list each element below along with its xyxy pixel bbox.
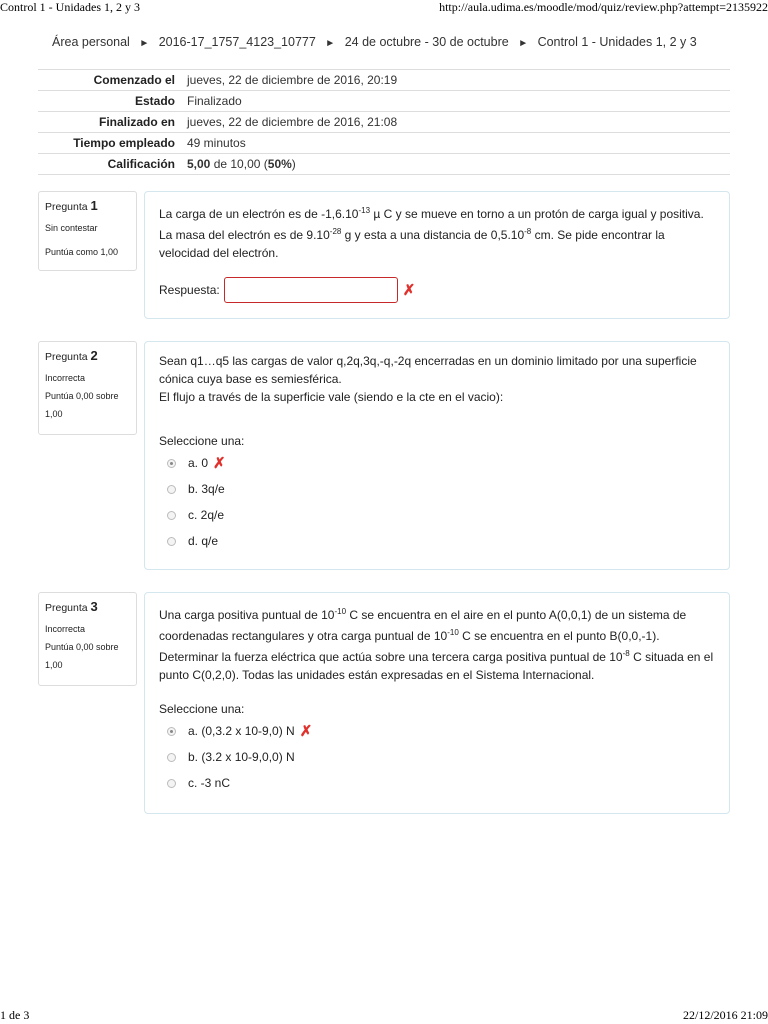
print-footer [0,1008,768,1024]
breadcrumb-item-course[interactable]: 2016-17_1757_4123_10777 [158,35,316,49]
print-page-number: 1 de 3 [0,1008,30,1022]
breadcrumb-item-quiz[interactable]: Control 1 - Unidades 1, 2 y 3 [537,35,697,49]
question-content-2 [144,341,730,570]
attempt-summary-table [38,69,730,175]
question-grade: Puntúa 0,00 sobre 1,00 [45,391,119,419]
grade-value: 5,00 [187,157,211,171]
question-text: Una carga positiva puntual de $10^{-10}$ C se encuentra en el aire en el punto A(0,0,1) de un sistema de coordenadas rectangulares y otra carga puntual de $10^{-10}$ C se encuentra en el punto B(0,0,-1). Determinar la fuerza eléctrica que actúa sobre una tercera carga positiva puntual de $10^{-8}$ C situada en el punto C(0,2,0). Todas las unidades están expresadas en el Sistema Internacional. [159,607,714,682]
grade-of: de 10,00 [213,157,261,171]
summary-row-time [38,133,730,154]
answer-option[interactable]: a. (0,3.2 x 10-9,0) N ✗ [159,718,715,744]
question-text-line: El flujo a través de la superficie vale (siendo e la cte en el vacio): [159,390,504,404]
print-datetime: 22/12/2016 21:09 [682,1008,768,1022]
question-content-1 [144,191,730,319]
summary-value: jueves, 22 de diciembre de 2016, 21:08 [181,112,730,133]
answer-option[interactable]: a. 0 ✗ [159,450,715,476]
breadcrumb-separator-icon: ► [518,38,529,49]
question-text-line: Sean q1…q5 las cargas de valor q,2q,3q,-q,-2q encerradas en un dominio limitado por una superficie cónica cuya base es semiesférica. [159,354,697,386]
question-number: Pregunta 3 [45,599,98,614]
question-grade: Puntúa 0,00 sobre 1,00 [45,642,119,670]
answer-options [159,450,715,554]
summary-label: Comenzado el [38,70,181,91]
question-number: Pregunta 1 [45,198,98,213]
incorrect-icon: ✗ [402,281,416,299]
breadcrumb-separator-icon: ► [325,38,336,49]
select-prompt: Seleccione una: [159,702,245,716]
summary-value: Finalizado [181,91,730,112]
grade-percent: 50% [267,157,292,171]
question-text: La carga de un electrón es de $-1,6.10^{-13}$ µ C y se mueve en torno a un protón de carga igual y positiva. La masa del electrón es de $9.10^{-28}$ g y esta a una distancia de $0,5.10^{-8}$ cm. Se pide encontrar la velocidad del electrón. [159,206,704,260]
question-number: Pregunta 2 [45,348,98,363]
breadcrumb-item-week[interactable]: 24 de octubre - 30 de octubre [344,35,509,49]
summary-label: Calificación [38,154,181,175]
summary-value: jueves, 22 de diciembre de 2016, 20:19 [181,70,730,91]
answer-option[interactable]: c. -3 nC [159,770,715,796]
summary-row-finished [38,112,730,133]
incorrect-icon: ✗ [299,722,313,740]
radio[interactable] [167,537,176,546]
radio[interactable] [167,511,176,520]
radio-selected[interactable] [167,727,176,736]
summary-label: Finalizado en [38,112,181,133]
answer-options [159,718,715,796]
summary-value: 49 minutos [181,133,730,154]
answer-option[interactable]: b. 3q/e [159,476,715,502]
print-url: http://aula.udima.es/moodle/mod/quiz/review.php?attempt=2135922 [439,0,768,14]
question-state: Incorrecta [45,624,86,634]
question-state: Sin contestar [45,223,98,233]
question-text [159,352,715,406]
summary-label: Tiempo empleado [38,133,181,154]
summary-row-started [38,70,730,91]
summary-row-grade [38,154,730,175]
question-info-2 [38,341,137,435]
question-grade: Puntúa como 1,00 [45,247,119,257]
answer-input[interactable] [224,277,398,303]
breadcrumb-separator-icon: ► [139,38,150,49]
question-state: Incorrecta [45,373,86,383]
radio[interactable] [167,779,176,788]
summary-value: 5,00 de 10,00 (50%) [181,154,730,175]
breadcrumb-item-home[interactable]: Área personal [52,35,130,49]
question-info-3 [38,592,137,686]
answer-label: Respuesta: [159,283,220,297]
print-title: Control 1 - Unidades 1, 2 y 3 [0,0,140,14]
question-info-1 [38,191,137,271]
question-content-3 [144,592,730,814]
summary-row-state [38,91,730,112]
answer-row [159,277,715,303]
answer-option[interactable]: b. (3.2 x 10-9,0,0) N [159,744,715,770]
answer-option[interactable]: c. 2q/e [159,502,715,528]
answer-option[interactable]: d. q/e [159,528,715,554]
summary-label: Estado [38,91,181,112]
select-prompt: Seleccione una: [159,434,245,448]
incorrect-icon: ✗ [213,454,226,472]
radio-selected[interactable] [167,459,176,468]
radio[interactable] [167,753,176,762]
radio[interactable] [167,485,176,494]
breadcrumb [52,35,748,49]
print-header [0,0,768,14]
